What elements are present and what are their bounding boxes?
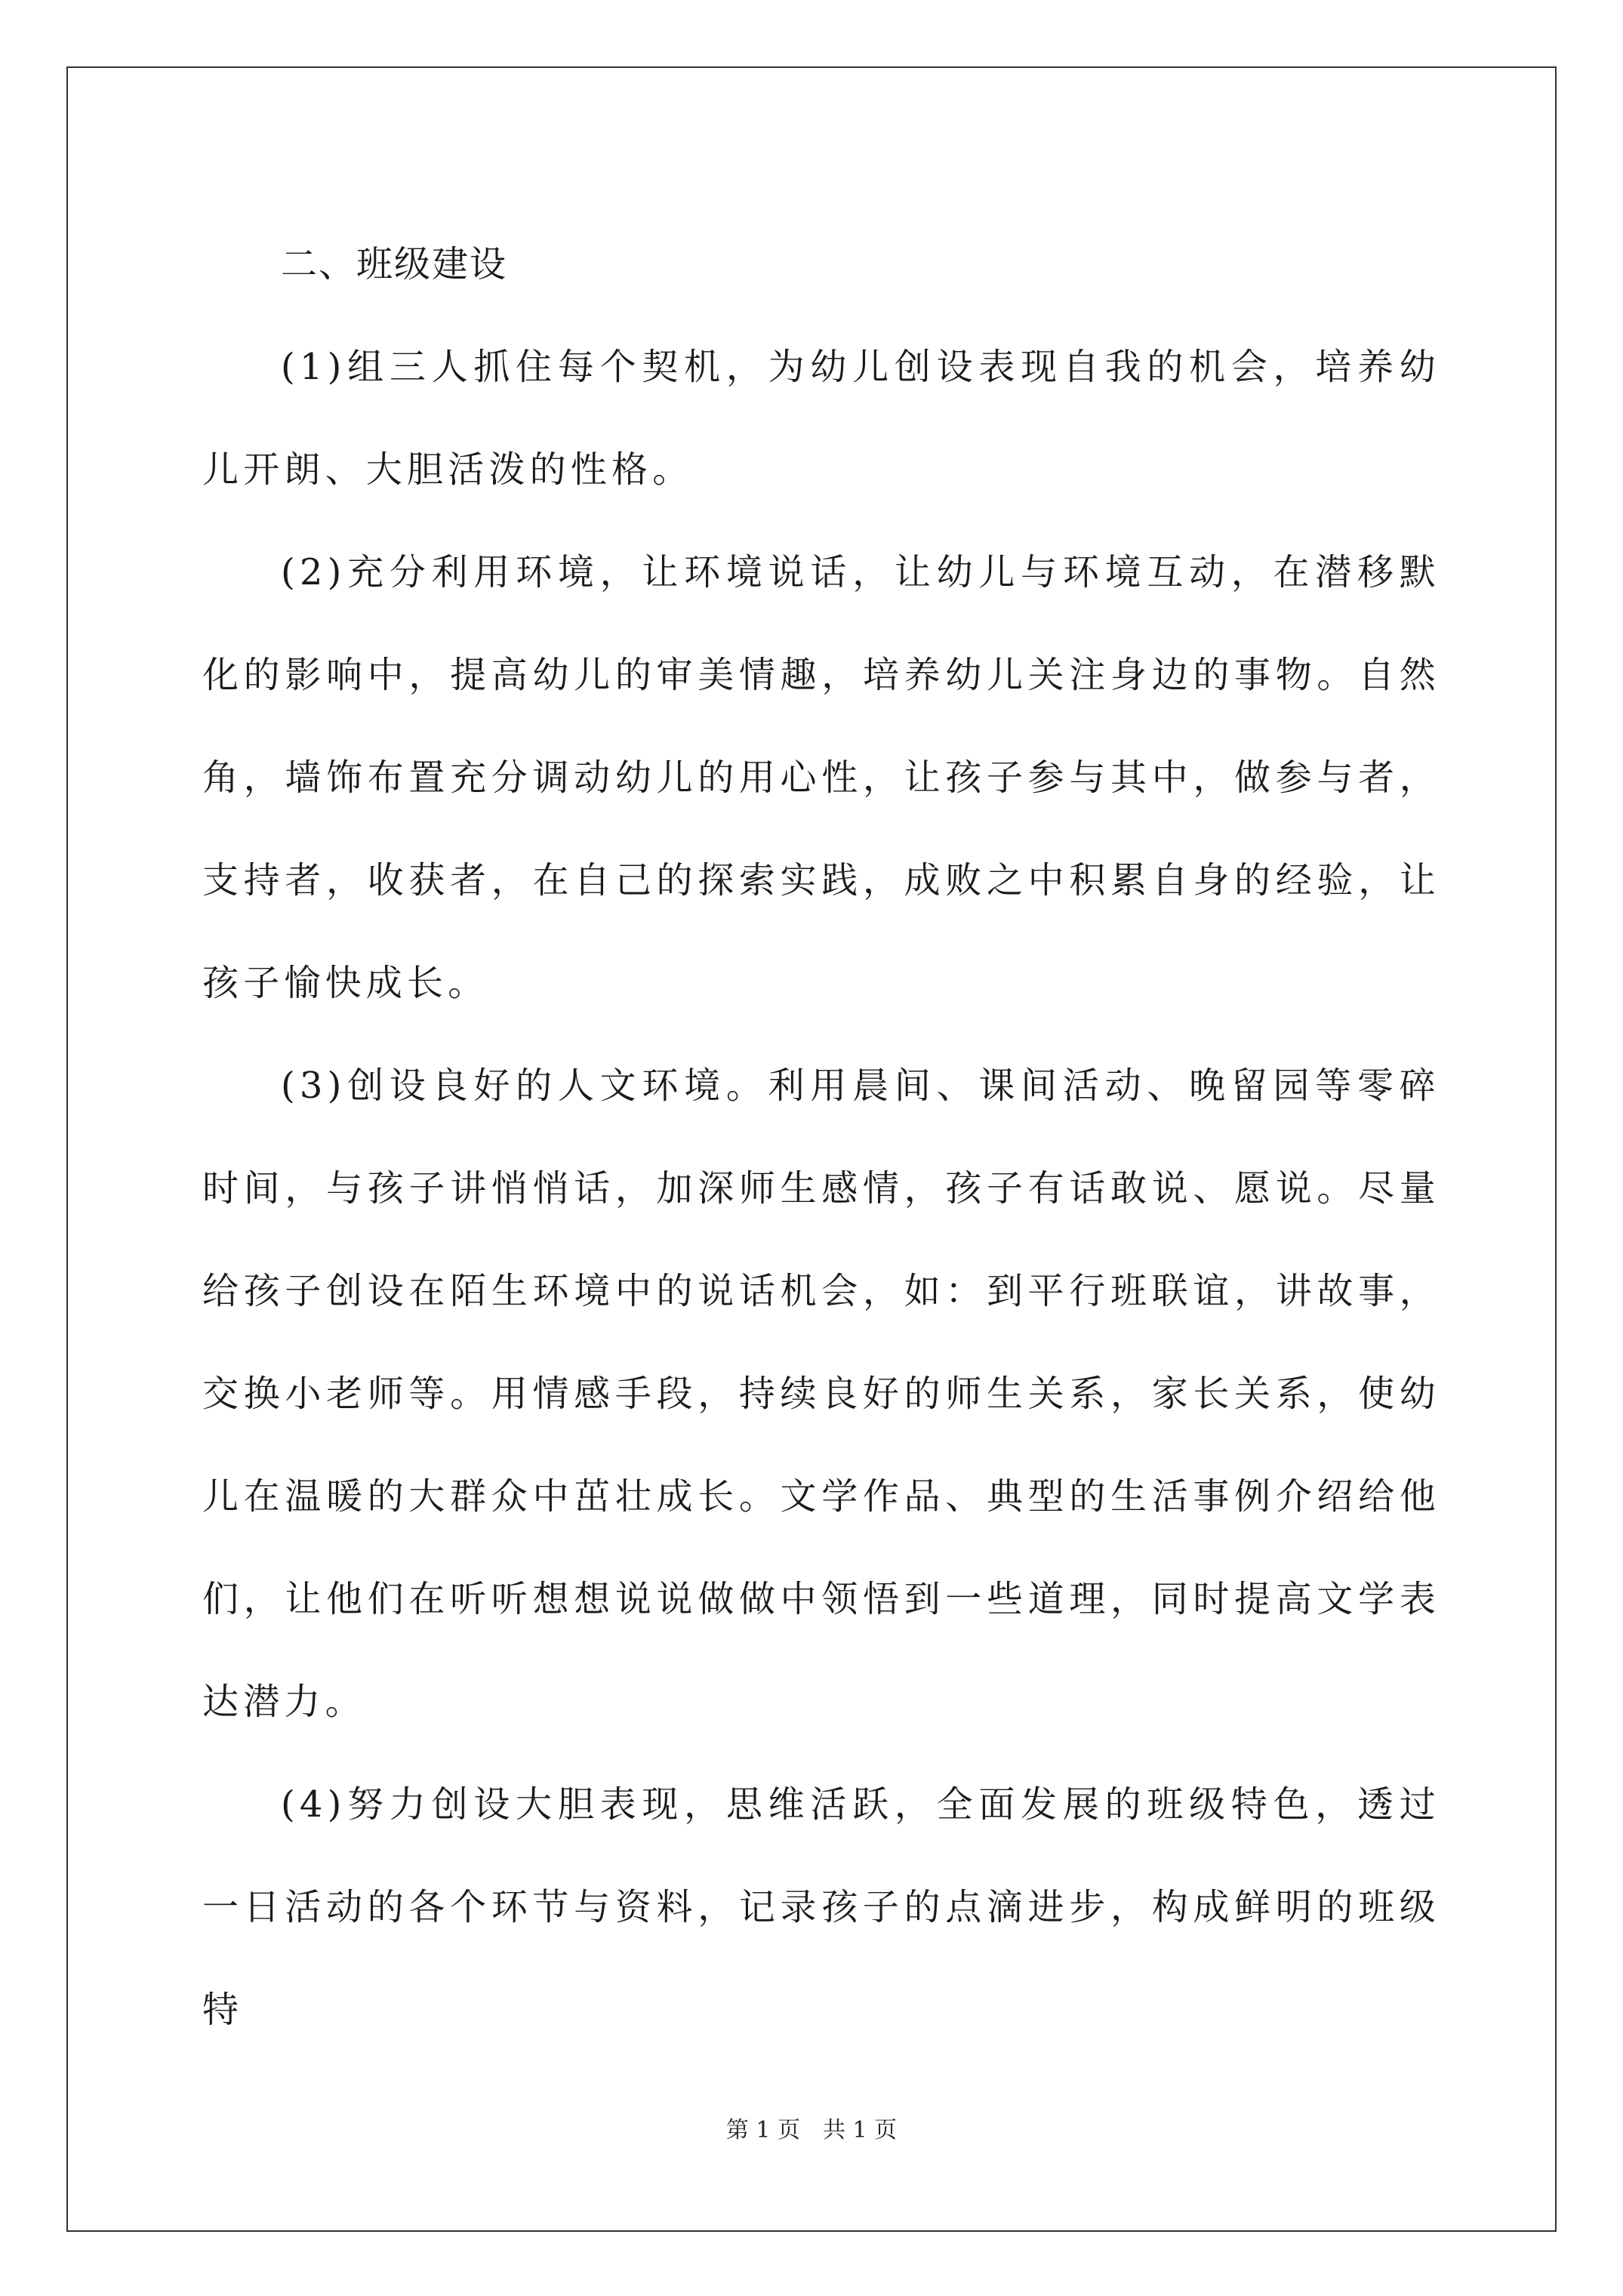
paragraph-1: (1)组三人抓住每个契机，为幼儿创设表现自我的机会，培养幼儿开朗、大胆活泼的性格。 — [202, 346, 1440, 491]
document-body — [202, 213, 1440, 2061]
paragraph-4: (4)努力创设大胆表现，思维活跃，全面发展的班级特色，透过一日活动的各个环节与资料，记录孩子的点滴进步，构成鲜明的班级特 — [202, 1783, 1440, 2031]
section-heading: 二、班级建设 — [281, 243, 508, 285]
paragraph-2: (2)充分利用环境，让环境说话，让幼儿与环境互动，在潜移默化的影响中，提高幼儿的审美情趣，培养幼儿关注身边的事物。自然角，墙饰布置充分调动幼儿的用心性，让孩子参与其中，做参与者，支持者，收获者，在自己的探索实践，成败之中积累自身的经验，让孩子愉快成长。 — [202, 551, 1440, 1004]
page-number-footer: 第 1 页 共 1 页 — [725, 2117, 898, 2143]
paragraph-3: (3)创设良好的人文环境。利用晨间、课间活动、晚留园等零碎时间，与孩子讲悄悄话，加深师生感情，孩子有话敢说、愿说。尽量给孩子创设在陌生环境中的说话机会，如：到平行班联谊，讲故事，交换小老师等。用情感手段，持续良好的师生关系，家长关系，使幼儿在温暖的大群众中茁壮成长。文学作品、典型的生活事例介绍给他们，让他们在听听想想说说做做中领悟到一些道理，同时提高文学表达潜力。 — [202, 1065, 1440, 1723]
